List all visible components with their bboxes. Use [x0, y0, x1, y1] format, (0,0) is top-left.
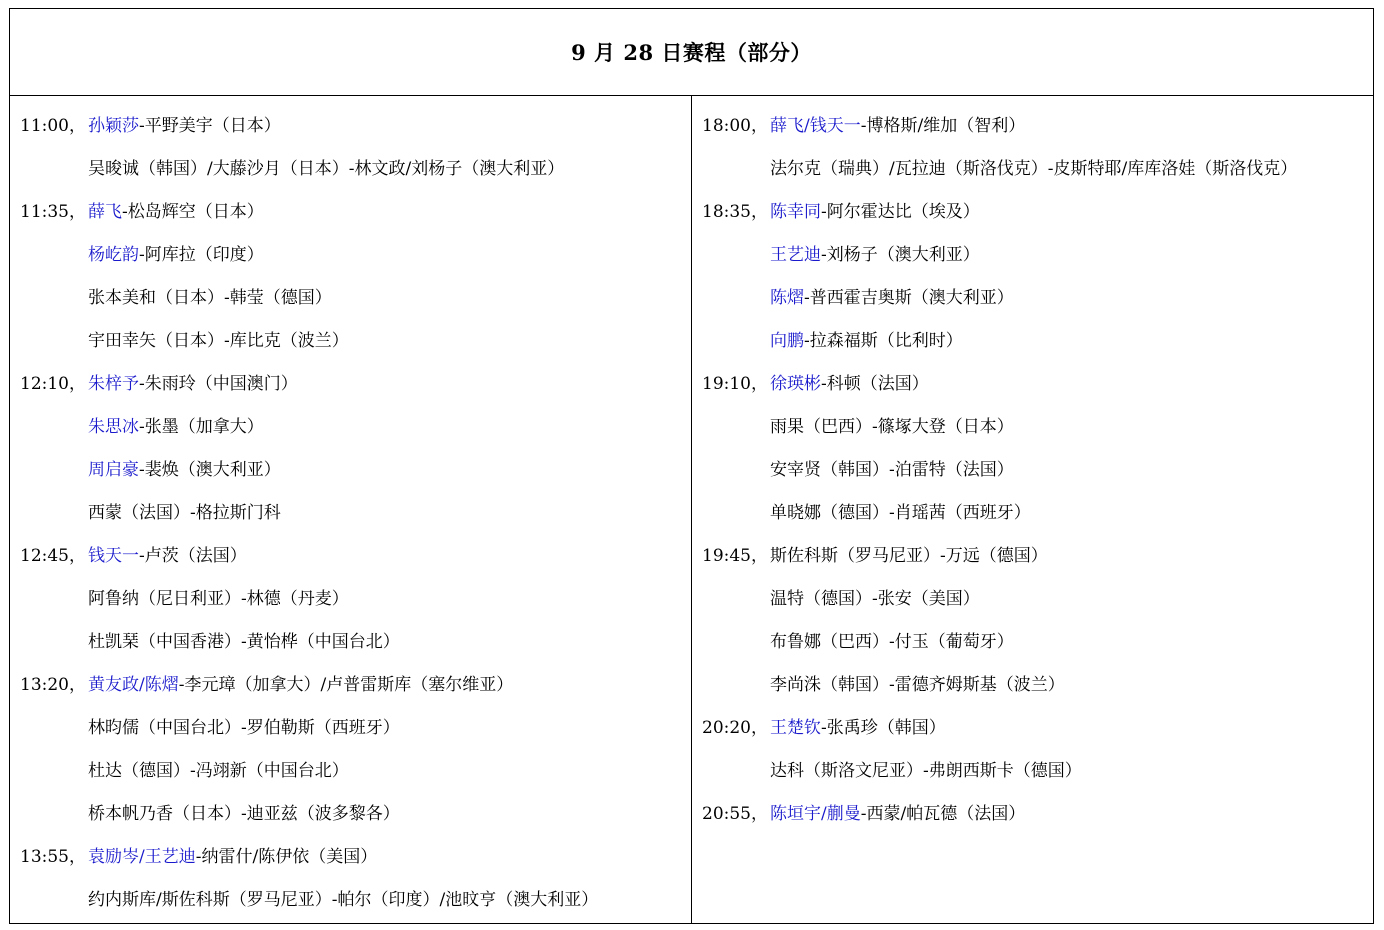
match-text — [770, 326, 963, 356]
match-text — [770, 799, 1025, 829]
schedule-table — [9, 8, 1374, 924]
chinese-player-name: 袁励岑/王艺迪 — [88, 847, 196, 867]
chinese-player-name: 朱思冰 — [88, 417, 139, 437]
chinese-player-name: 王艺迪 — [770, 245, 821, 265]
match-opponents: 温特（德国）-张安（美国） — [770, 589, 980, 609]
match-time: 12:45， — [20, 546, 86, 566]
match-opponents: -张墨（加拿大） — [139, 417, 264, 437]
match-opponents: 阿鲁纳（尼日利亚）-林德（丹麦） — [88, 589, 349, 609]
chinese-player-name: 钱天一 — [88, 546, 139, 566]
match-text — [770, 154, 1297, 184]
match-opponents: -博格斯/维加（智利） — [860, 116, 1026, 136]
match-time: 13:55， — [20, 847, 86, 867]
chinese-player-name: 薛飞/钱天一 — [770, 116, 861, 136]
match-text — [770, 541, 1048, 571]
match-opponents: -松岛辉空（日本） — [122, 202, 264, 222]
schedule-line — [10, 369, 691, 412]
match-text — [88, 498, 281, 528]
match-opponents: 杜凯琹（中国香港）-黄怡桦（中国台北） — [88, 632, 400, 652]
schedule-line — [692, 369, 1373, 412]
match-opponents: -阿库拉（印度） — [139, 245, 264, 265]
match-opponents: -科顿（法国） — [821, 374, 929, 394]
schedule-line — [10, 670, 691, 713]
schedule-line — [10, 885, 691, 928]
match-opponents: -裴焕（澳大利亚） — [139, 460, 281, 480]
schedule-line — [692, 541, 1373, 584]
match-opponents: -普西霍吉奥斯（澳大利亚） — [804, 288, 1014, 308]
match-time: 19:10， — [702, 374, 768, 394]
match-text — [88, 670, 513, 700]
right-column — [692, 96, 1373, 923]
match-text — [88, 541, 247, 571]
match-text — [88, 326, 349, 356]
schedule-line — [10, 197, 691, 240]
schedule-line — [692, 197, 1373, 240]
match-text — [770, 412, 1014, 442]
chinese-player-name: 杨屹韵 — [88, 245, 139, 265]
match-opponents: -纳雷什/陈伊依（美国） — [195, 847, 378, 867]
match-text — [770, 369, 929, 399]
schedule-line — [10, 541, 691, 584]
match-text — [88, 111, 281, 141]
schedule-line — [10, 326, 691, 369]
schedule-line — [692, 283, 1373, 326]
match-opponents: -平野美宇（日本） — [139, 116, 281, 136]
match-time: 12:10， — [20, 374, 86, 394]
match-text — [88, 154, 564, 184]
match-text — [770, 111, 1025, 141]
match-opponents: 约内斯库/斯佐科斯（罗马尼亚）-帕尔（印度）/池旼亨（澳大利亚） — [88, 890, 599, 910]
schedule-line — [692, 326, 1373, 369]
match-opponents: -阿尔霍达比（埃及） — [821, 202, 980, 222]
match-text — [770, 584, 980, 614]
schedule-line — [692, 111, 1373, 154]
schedule-line — [692, 627, 1373, 670]
schedule-line — [10, 627, 691, 670]
match-time: 11:00， — [20, 116, 86, 136]
match-text — [770, 283, 1014, 313]
schedule-line — [692, 498, 1373, 541]
match-opponents: -刘杨子（澳大利亚） — [821, 245, 980, 265]
match-time: 19:45， — [702, 546, 768, 566]
schedule-line — [692, 756, 1373, 799]
match-opponents: 西蒙（法国）-格拉斯门科 — [88, 503, 281, 523]
match-opponents: 布鲁娜（巴西）-付玉（葡萄牙） — [770, 632, 1014, 652]
match-text — [770, 756, 1082, 786]
match-time: 20:20， — [702, 718, 768, 738]
match-text — [88, 842, 377, 872]
chinese-player-name: 陈幸同 — [770, 202, 821, 222]
match-text — [88, 240, 264, 270]
match-opponents: -李元璋（加拿大）/卢普雷斯库（塞尔维亚） — [178, 675, 514, 695]
match-opponents: 安宰贤（韩国）-泊雷特（法国） — [770, 460, 1014, 480]
chinese-player-name: 薛飞 — [88, 202, 122, 222]
match-text — [770, 627, 1014, 657]
match-text — [88, 412, 264, 442]
chinese-player-name: 王楚钦 — [770, 718, 821, 738]
schedule-line — [10, 842, 691, 885]
match-text — [88, 799, 400, 829]
chinese-player-name: 陈垣宇/蒯曼 — [770, 804, 861, 824]
match-opponents: 林昀儒（中国台北）-罗伯勒斯（西班牙） — [88, 718, 400, 738]
schedule-line — [692, 412, 1373, 455]
match-time: 18:00， — [702, 116, 768, 136]
chinese-player-name: 黄友政/陈熠 — [88, 675, 179, 695]
match-text — [88, 756, 349, 786]
schedule-line — [692, 240, 1373, 283]
match-text — [88, 455, 281, 485]
schedule-line — [10, 412, 691, 455]
schedule-line — [692, 799, 1373, 842]
match-text — [88, 885, 598, 915]
match-text — [88, 283, 332, 313]
match-opponents: -张禹珍（韩国） — [821, 718, 946, 738]
match-opponents: -西蒙/帕瓦德（法国） — [860, 804, 1026, 824]
match-text — [88, 584, 349, 614]
schedule-line — [10, 154, 691, 197]
match-opponents: 达科（斯洛文尼亚）-弗朗西斯卡（德国） — [770, 761, 1082, 781]
match-text — [770, 455, 1014, 485]
match-text — [770, 670, 1065, 700]
match-text — [88, 713, 400, 743]
schedule-line — [692, 455, 1373, 498]
match-opponents: 法尔克（瑞典）/瓦拉迪（斯洛伐克）-皮斯特耶/库库洛娃（斯洛伐克） — [770, 159, 1298, 179]
schedule-title: 9 月 28 日赛程（部分） — [10, 9, 1373, 96]
match-text — [88, 369, 298, 399]
match-text — [88, 197, 264, 227]
left-column — [10, 96, 692, 923]
match-opponents: -拉森福斯（比利时） — [804, 331, 963, 351]
match-opponents: 桥本帆乃香（日本）-迪亚兹（波多黎各） — [88, 804, 400, 824]
schedule-line — [10, 455, 691, 498]
schedule-line — [10, 111, 691, 154]
schedule-line — [692, 154, 1373, 197]
schedule-line — [10, 283, 691, 326]
chinese-player-name: 孙颖莎 — [88, 116, 139, 136]
match-time: 13:20， — [20, 675, 86, 695]
match-opponents: 单晓娜（德国）-肖瑶茜（西班牙） — [770, 503, 1031, 523]
schedule-line — [10, 498, 691, 541]
match-opponents: -卢茨（法国） — [139, 546, 247, 566]
chinese-player-name: 朱梓予 — [88, 374, 139, 394]
match-opponents: 张本美和（日本）-韩莹（德国） — [88, 288, 332, 308]
match-time: 20:55， — [702, 804, 768, 824]
match-opponents: 吴晙诚（韩国）/大藤沙月（日本）-林文政/刘杨子（澳大利亚） — [88, 159, 565, 179]
schedule-line — [10, 756, 691, 799]
match-text — [88, 627, 400, 657]
match-opponents: 李尚洙（韩国）-雷德齐姆斯基（波兰） — [770, 675, 1065, 695]
schedule-line — [10, 799, 691, 842]
schedule-line — [692, 713, 1373, 756]
schedule-line — [10, 240, 691, 283]
chinese-player-name: 周启豪 — [88, 460, 139, 480]
chinese-player-name: 徐瑛彬 — [770, 374, 821, 394]
match-opponents: 宇田幸矢（日本）-库比克（波兰） — [88, 331, 349, 351]
match-text — [770, 498, 1031, 528]
chinese-player-name: 陈熠 — [770, 288, 804, 308]
match-opponents: -朱雨玲（中国澳门） — [139, 374, 298, 394]
schedule-line — [10, 713, 691, 756]
match-time: 18:35， — [702, 202, 768, 222]
match-opponents: 雨果（巴西）-篠塚大登（日本） — [770, 417, 1014, 437]
schedule-line — [10, 584, 691, 627]
match-text — [770, 197, 980, 227]
match-text — [770, 713, 946, 743]
match-text — [770, 240, 980, 270]
schedule-line — [692, 584, 1373, 627]
match-opponents: 斯佐科斯（罗马尼亚）-万远（德国） — [770, 546, 1048, 566]
match-time: 11:35， — [20, 202, 86, 222]
chinese-player-name: 向鹏 — [770, 331, 804, 351]
schedule-line — [692, 670, 1373, 713]
match-opponents: 杜达（德国）-冯翊新（中国台北） — [88, 761, 349, 781]
